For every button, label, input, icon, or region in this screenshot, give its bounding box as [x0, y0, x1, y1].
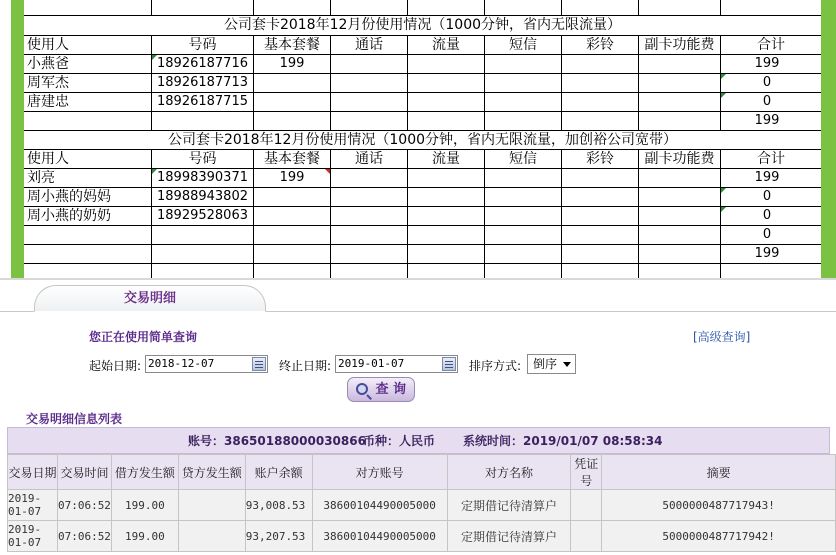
- bank-transaction-page: [0, 280, 836, 555]
- header-ringtone: 彩铃: [586, 151, 614, 167]
- cell-error-marker: [152, 169, 157, 174]
- grid-line: [24, 54, 821, 55]
- table1-row1-basic: 199: [279, 56, 305, 71]
- cell-credit: [178, 521, 245, 552]
- header-subcard-fee: 副卡功能费: [644, 151, 715, 167]
- cell-debit: 199.00: [111, 521, 178, 552]
- currency: 币种：人民币: [363, 434, 436, 448]
- chevron-down-icon: [563, 362, 571, 367]
- header-number: 号码: [188, 37, 217, 53]
- account-number: 账号：38650188000030866: [188, 434, 366, 448]
- table2-row1-total: 199: [754, 170, 780, 185]
- header-sms: 短信: [509, 37, 537, 53]
- header-subcard-fee: 副卡功能费: [644, 37, 715, 53]
- table2-row2-total: 0: [762, 189, 772, 204]
- cell-date: 2019-01-07: [8, 490, 58, 521]
- query-button-label: 查 询: [375, 382, 406, 397]
- cell-memo: 5000000487717942!: [602, 521, 836, 552]
- header-ringtone: 彩铃: [586, 37, 614, 53]
- start-date-value: 2018-12-07: [148, 357, 215, 370]
- grid-line: [24, 168, 821, 169]
- cell-memo: 5000000487717943!: [602, 490, 836, 521]
- grid-line: [24, 225, 821, 226]
- grid-line: [24, 111, 821, 112]
- sheet-right-green-bar: [821, 0, 836, 280]
- grid-line: [24, 187, 821, 188]
- table2-row2-number: 18988943802: [157, 189, 248, 204]
- transaction-table: [7, 454, 836, 552]
- cell-error-marker: [721, 188, 726, 193]
- col-memo: 摘要: [602, 455, 836, 490]
- start-date-input[interactable]: [145, 355, 268, 373]
- tab-transaction-details[interactable]: 交易明细: [34, 285, 266, 312]
- header-data: 流量: [432, 151, 460, 167]
- table1-row2-name: 周军杰: [27, 75, 69, 91]
- table1-sum: 199: [754, 113, 780, 128]
- search-globe-icon: [356, 383, 368, 395]
- end-date-input[interactable]: [335, 355, 458, 373]
- cell-credit: [178, 490, 245, 521]
- grid-line: [24, 92, 821, 93]
- calendar-icon[interactable]: [442, 357, 456, 371]
- col-counter-account: 对方账号: [312, 455, 447, 490]
- system-time: 系统时间：2019/01/07 08:58:34: [463, 434, 663, 448]
- table2-row3-name: 周小燕的奶奶: [27, 208, 111, 224]
- table1-row2-total: 0: [762, 75, 772, 90]
- table2-row1-number: 18998390371: [157, 170, 248, 185]
- table-row[interactable]: [8, 521, 836, 552]
- cell-counter-name: 定期借记待清算户: [447, 490, 571, 521]
- list-title: 交易明细信息列表: [26, 412, 123, 426]
- table1-row2-number: 18926187713: [157, 75, 248, 90]
- tab-strip: [0, 280, 836, 314]
- table1-row3-number: 18926187715: [157, 94, 248, 109]
- col-debit: 借方发生额: [111, 455, 178, 490]
- table2-sum: 199: [754, 246, 780, 261]
- end-date-value: 2019-01-07: [338, 357, 405, 370]
- header-sms: 短信: [509, 151, 537, 167]
- grid-line: [24, 263, 821, 264]
- sort-label: 排序方式:: [469, 359, 522, 373]
- cell-error-marker: [152, 55, 157, 60]
- cell-time: 07:06:52: [57, 490, 111, 521]
- sheet-table2-title: 公司套卡2018年12月份使用情况（1000分钟，省内无限流量，加创裕公司宽带）: [167, 132, 678, 148]
- cell-voucher: [571, 521, 602, 552]
- table-row[interactable]: [8, 490, 836, 521]
- table2-extra-total: 0: [762, 227, 772, 242]
- cell-counter-name: 定期借记待清算户: [447, 521, 571, 552]
- cell-debit: 199.00: [111, 490, 178, 521]
- query-mode-label: 您正在使用简单查询: [89, 330, 198, 344]
- col-counter-name: 对方名称: [447, 455, 571, 490]
- sort-order-select[interactable]: [527, 354, 576, 374]
- cell-counter-account: 38600104490005000: [312, 521, 447, 552]
- cell-time: 07:06:52: [57, 521, 111, 552]
- header-number: 号码: [188, 151, 217, 167]
- table1-row3-total: 0: [762, 94, 772, 109]
- cell-error-marker: [721, 207, 726, 212]
- cell-counter-account: 38600104490005000: [312, 490, 447, 521]
- header-call: 通话: [355, 151, 383, 167]
- sort-order-value: 倒序: [533, 357, 558, 371]
- account-info-bar: [7, 427, 830, 454]
- table-header-row: [8, 455, 836, 490]
- cell-date: 2019-01-07: [8, 521, 58, 552]
- header-user: 使用人: [27, 151, 69, 167]
- cell-error-marker: [721, 93, 726, 98]
- col-trade-date: 交易日期: [8, 455, 58, 490]
- col-trade-time: 交易时间: [57, 455, 111, 490]
- header-basic: 基本套餐: [264, 37, 320, 53]
- header-user: 使用人: [27, 37, 69, 53]
- cell-voucher: [571, 490, 602, 521]
- table1-row1-name: 小燕爸: [27, 56, 69, 72]
- query-button[interactable]: [347, 377, 415, 402]
- col-balance: 账户余额: [245, 455, 312, 490]
- start-date-label: 起始日期:: [89, 359, 142, 373]
- table2-row2-name: 周小燕的妈妈: [27, 189, 111, 205]
- cell-balance: 93,207.53: [245, 521, 312, 552]
- table2-row1-basic: 199: [279, 170, 305, 185]
- table1-row1-total: 199: [754, 56, 780, 71]
- col-credit: 贷方发生额: [178, 455, 245, 490]
- sheet-left-green-bar: [11, 0, 24, 280]
- grid-line: [24, 206, 821, 207]
- cell-balance: 93,008.53: [245, 490, 312, 521]
- header-total: 合计: [757, 151, 785, 167]
- cell-comment-marker: [325, 169, 330, 174]
- header-total: 合计: [757, 37, 785, 53]
- sheet-table1-title: 公司套卡2018年12月份使用情况（1000分钟，省内无限流量）: [223, 17, 622, 33]
- header-data: 流量: [432, 37, 460, 53]
- col-voucher: 凭证号: [571, 455, 602, 490]
- table1-row1-number: 18926187716: [157, 56, 248, 71]
- table2-row3-total: 0: [762, 208, 772, 223]
- calendar-icon[interactable]: [252, 357, 266, 371]
- advanced-query-link[interactable]: [高级查询]: [693, 330, 751, 344]
- table2-row3-number: 18929528063: [157, 208, 248, 223]
- table1-row3-name: 唐建忠: [27, 94, 69, 110]
- end-date-label: 终止日期:: [279, 359, 332, 373]
- header-basic: 基本套餐: [264, 151, 320, 167]
- grid-line: [24, 73, 821, 74]
- cell-error-marker: [721, 74, 726, 79]
- grid-line: [24, 244, 821, 245]
- header-call: 通话: [355, 37, 383, 53]
- table2-row1-name: 刘亮: [27, 170, 55, 186]
